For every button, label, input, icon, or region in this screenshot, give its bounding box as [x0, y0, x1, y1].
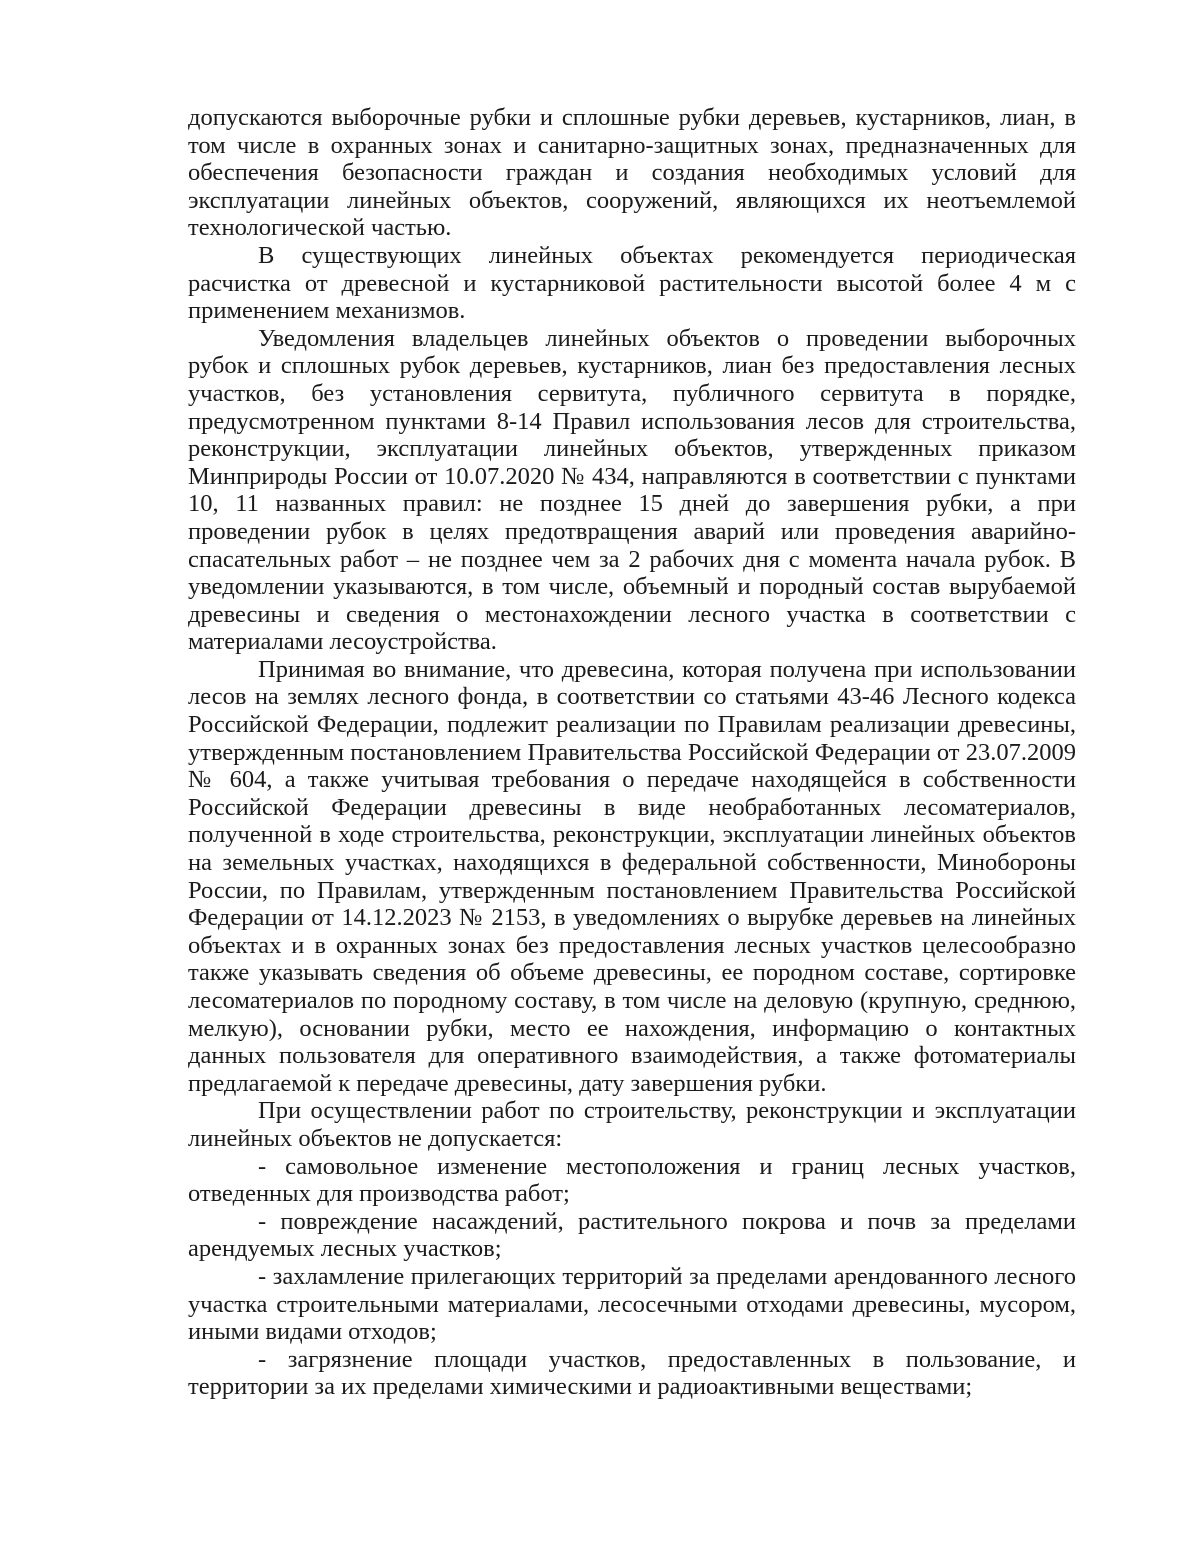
paragraph-clearing-recommendation: В существующих линейных объектах рекомендуется периодическая расчистка от древесной и кустарниковой растительности высотой более 4 м с применением механизмов.: [188, 241, 1076, 325]
list-item-littering: - захламление прилегающих территорий за пределами арендованного лесного участка строительными материалами, лесосечными отходами древесины, мусором, иными видами отходов;: [188, 1262, 1076, 1346]
list-item-vegetation-damage: - повреждение насаждений, растительного покрова и почв за пределами арендуемых лесных участков;: [188, 1207, 1076, 1263]
paragraph-prohibitions-intro: При осуществлении работ по строительству, реконструкции и эксплуатации линейных объектов не допускается:: [188, 1097, 1076, 1152]
paragraph-wood-realization: Принимая во внимание, что древесина, которая получена при использовании лесов на землях лесного фонда, в соответствии со статьями 43-46 Лесного кодекса Российской Федерации, подлежит реализации по Правилам реализации древесины, утвержденным постановлением Правительства Российской Федерации от 23.07.2009 № 604, а также учитывая требования о передаче находящейся в собственности Российской Федерации древесины в виде необработанных лесоматериалов, полученной в ходе строительства, реконструкции, эксплуатации линейных объектов на земельных участках, находящихся в федеральной собственности, Минобороны России, по Правилам, утвержденным постановлением Правительства Российской Федерации от 14.12.2023 № 2153, в уведомлениях о вырубке деревьев на линейных объектах и в охранных зонах без предоставления лесных участков целесообразно также указывать сведения об объеме древесины, ее породном составе, сортировке лесоматериалов по породному составу, в том числе на деловую (крупную, среднюю, мелкую), основании рубки, место ее нахождения, информацию о контактных данных пользователя для оперативного взаимодействия, а также фотоматериалы предлагаемой к передаче древесины, дату завершения рубки.: [188, 655, 1076, 1097]
paragraph-continuation-cutting: допускаются выборочные рубки и сплошные рубки деревьев, кустарников, лиан, в том числе в охранных зонах и санитарно-защитных зонах, предназначенных для обеспечения безопасности граждан и создания необходимых условий для эксплуатации линейных объектов, сооружений, являющихся их неотъемлемой технологической частью.: [188, 104, 1076, 242]
document-page: [188, 104, 1076, 1401]
list-item-boundary-change: - самовольное изменение местоположения и границ лесных участков, отведенных для производства работ;: [188, 1152, 1076, 1208]
list-item-pollution: - загрязнение площади участков, предоставленных в пользование, и территории за их пределами химическими и радиоактивными веществами;: [188, 1345, 1076, 1401]
paragraph-notifications: Уведомления владельцев линейных объектов о проведении выборочных рубок и сплошных рубок деревьев, кустарников, лиан без предоставления лесных участков, без установления сервитута, публичного сервитута в порядке, предусмотренном пунктами 8-14 Правил использования лесов для строительства, реконструкции, эксплуатации линейных объектов, утвержденных приказом Минприроды России от 10.07.2020 № 434, направляются в соответствии с пунктами 10, 11 названных правил: не позднее 15 дней до завершения рубки, а при проведении рубок в целях предотвращения аварий или проведения аварийно-спасательных работ – не позднее чем за 2 рабочих дня с момента начала рубок. В уведомлении указываются, в том числе, объемный и породный состав вырубаемой древесины и сведения о местонахождении лесного участка в соответствии с материалами лесоустройства.: [188, 324, 1076, 656]
